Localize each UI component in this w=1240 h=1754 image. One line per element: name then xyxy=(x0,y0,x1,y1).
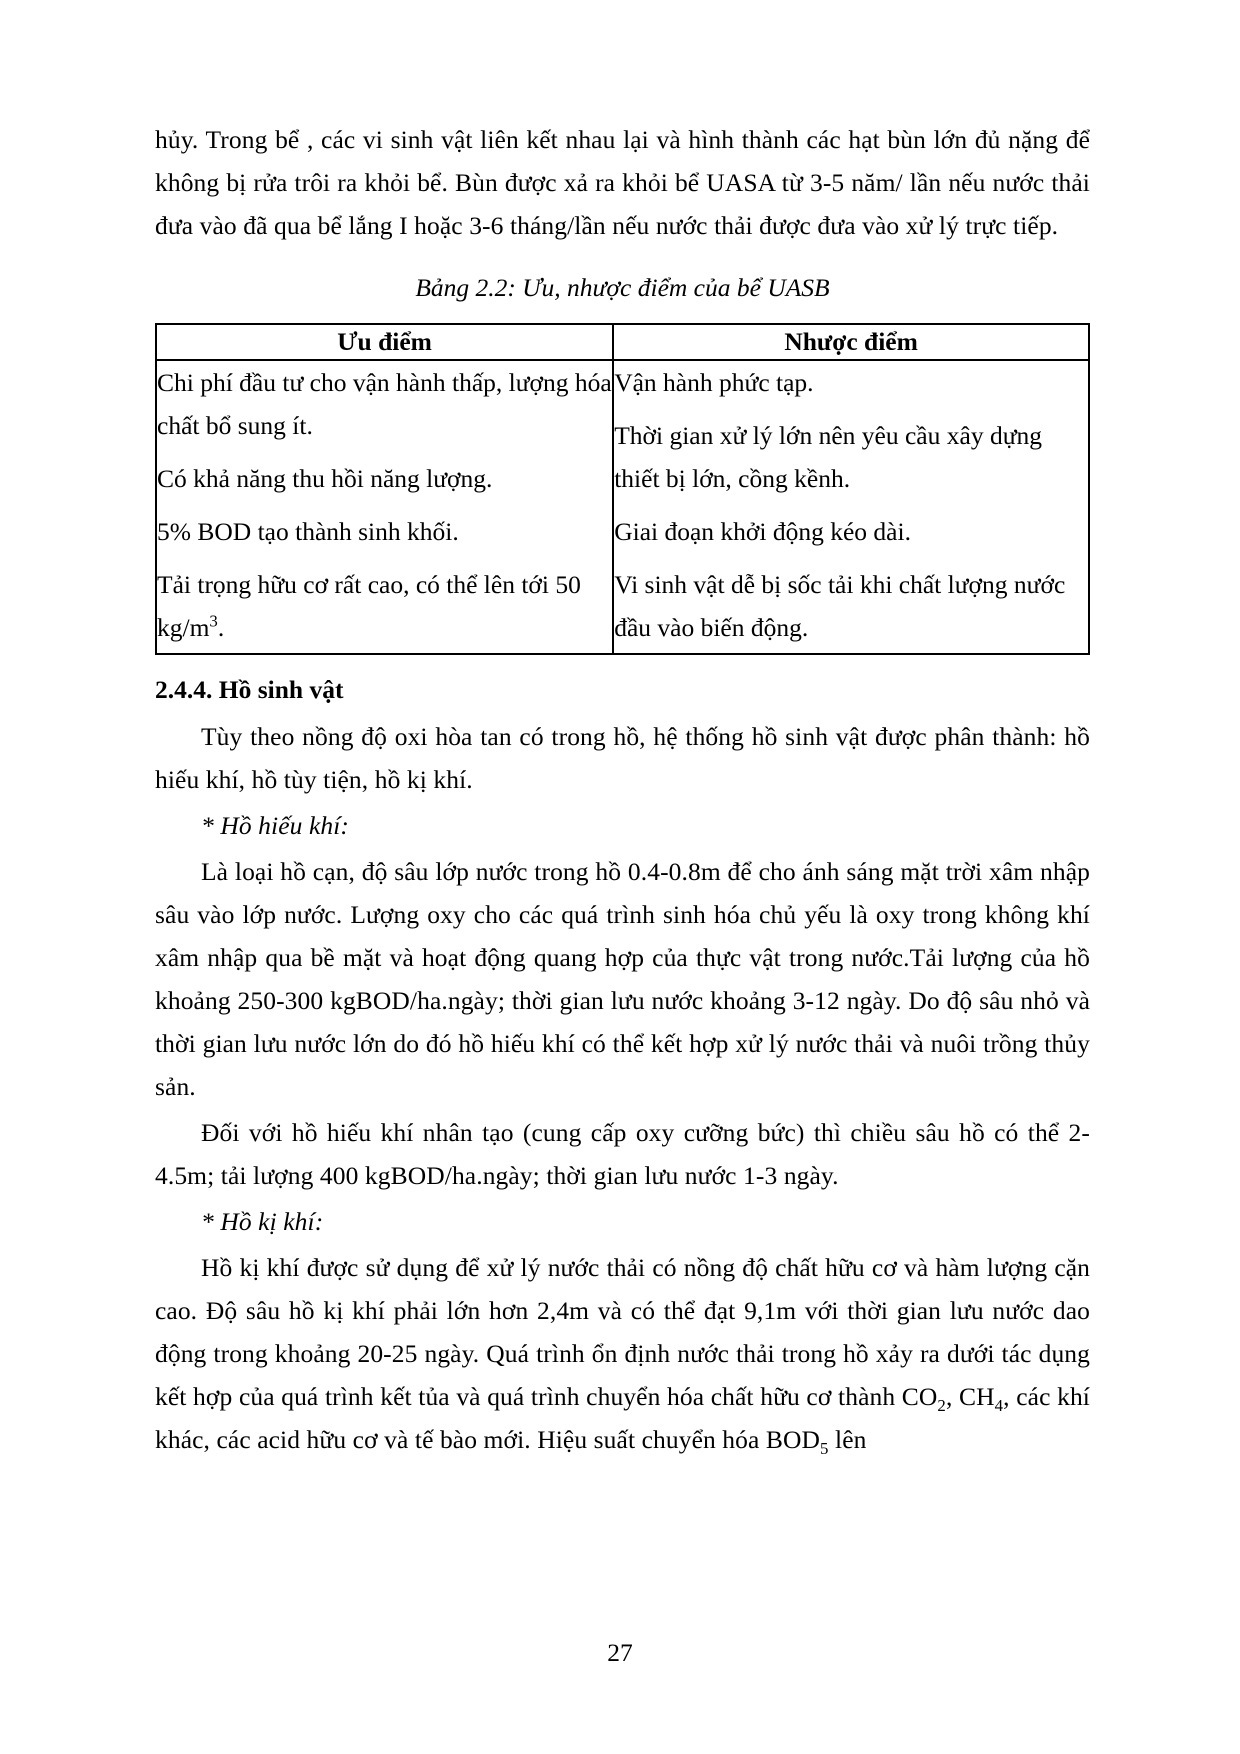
paragraph-anaerobic-part4: lên xyxy=(828,1425,867,1454)
table-caption: Bảng 2.2: Ưu, nhược điểm của bể UASB xyxy=(415,273,830,302)
table-row xyxy=(156,360,1089,654)
ch4-subscript: 4 xyxy=(994,1396,1004,1416)
subheading-anaerobic-pond: * Hồ kị khí: xyxy=(201,1207,324,1236)
subheading-aerobic-pond: * Hồ hiếu khí: xyxy=(201,811,349,840)
paragraph-overview: Tùy theo nồng độ oxi hòa tan có trong hồ, hệ thống hồ sinh vật được phân thành: hồ hiếu khí, hồ tùy tiện, hồ kị khí. xyxy=(155,722,1090,794)
disadvantage-item: Vận hành phức tạp. xyxy=(614,368,814,397)
cubic-meter-superscript: 3 xyxy=(209,611,218,631)
disadvantage-item: Thời gian xử lý lớn nên yêu cầu xây dựng thiết bị lớn, cồng kềnh. xyxy=(614,421,1043,493)
table-header-row xyxy=(156,324,1089,360)
advantage-item: Chi phí đầu tư cho vận hành thấp, lượng hóa chất bổ sung ít. xyxy=(157,368,612,440)
paragraph-anaerobic-part2: , CH xyxy=(945,1382,995,1411)
table-header-advantages: Ưu điểm xyxy=(156,324,613,360)
paragraph-aerobic-1: Là loại hồ cạn, độ sâu lớp nước trong hồ 0.4-0.8m để cho ánh sáng mặt trời xâm nhập sâu vào lớp nước. Lượng oxy cho các quá trình sinh hóa chủ yếu là oxy trong không khí xâm nhập qua bề mặt và hoạt động quang hợp của thực vật trong nước.Tải lượng của hồ khoảng 250-300 kgBOD/ha.ngày; thời gian lưu nước khoảng 3-12 ngày. Do độ sâu nhỏ và thời gian lưu nước lớn do đó hồ hiếu khí có thể kết hợp xử lý nước thải và nuôi trồng thủy sản. xyxy=(155,857,1090,1101)
bod5-subscript: 5 xyxy=(820,1439,829,1459)
paragraph-aerobic-2: Đối với hồ hiếu khí nhân tạo (cung cấp oxy cưỡng bức) thì chiều sâu hồ có thể 2-4.5m; tải lượng 400 kgBOD/ha.ngày; thời gian lưu nước 1-3 ngày. xyxy=(155,1118,1090,1190)
table-cell-advantages xyxy=(156,360,613,654)
advantage-item: 5% BOD tạo thành sinh khối. xyxy=(157,517,459,546)
advantage-item: Có khả năng thu hồi năng lượng. xyxy=(157,464,493,493)
advantage-item-tail: . xyxy=(217,613,225,642)
advantage-item xyxy=(157,563,612,649)
paragraph-anaerobic xyxy=(155,1246,1090,1461)
uasb-pros-cons-table xyxy=(155,323,1090,655)
co2-subscript: 2 xyxy=(937,1396,946,1416)
intro-paragraph: hủy. Trong bể , các vi sinh vật liên kết nhau lại và hình thành các hạt bùn lớn đủ nặng để không bị rửa trôi ra khỏi bể. Bùn được xả ra khỏi bể UASA từ 3-5 năm/ lần nếu nước thải đưa vào đã qua bể lắng I hoặc 3-6 tháng/lần nếu nước thải được đưa vào xử lý trực tiếp. xyxy=(155,125,1090,240)
paragraph-anaerobic-part3: , các khí khác, các acid hữu cơ và tế bào mới. Hiệu suất chuyển hóa BOD xyxy=(155,1382,1090,1454)
section-heading-2-4-4: 2.4.4. Hồ sinh vật xyxy=(155,675,344,704)
page-number: 27 xyxy=(607,1638,633,1667)
advantage-item-text: Tải trọng hữu cơ rất cao, có thể lên tới 50 kg/m xyxy=(157,570,581,642)
disadvantage-item: Giai đoạn khởi động kéo dài. xyxy=(614,517,911,546)
disadvantage-item: Vi sinh vật dễ bị sốc tải khi chất lượng nước đầu vào biến động. xyxy=(614,570,1066,642)
paragraph-anaerobic-part1: Hồ kị khí được sử dụng để xử lý nước thải có nồng độ chất hữu cơ và hàm lượng cặn cao. Độ sâu hồ kị khí phải lớn hơn 2,4m và có thể đạt 9,1m với thời gian lưu nước dao động trong khoảng 20-25 ngày. Quá trình ổn định nước thải trong hồ xảy ra dưới tác dụng kết hợp của quá trình kết tủa và quá trình chuyển hóa chất hữu cơ thành CO xyxy=(155,1253,1090,1411)
table-cell-disadvantages xyxy=(613,360,1089,654)
table-header-disadvantages: Nhược điểm xyxy=(613,324,1089,360)
